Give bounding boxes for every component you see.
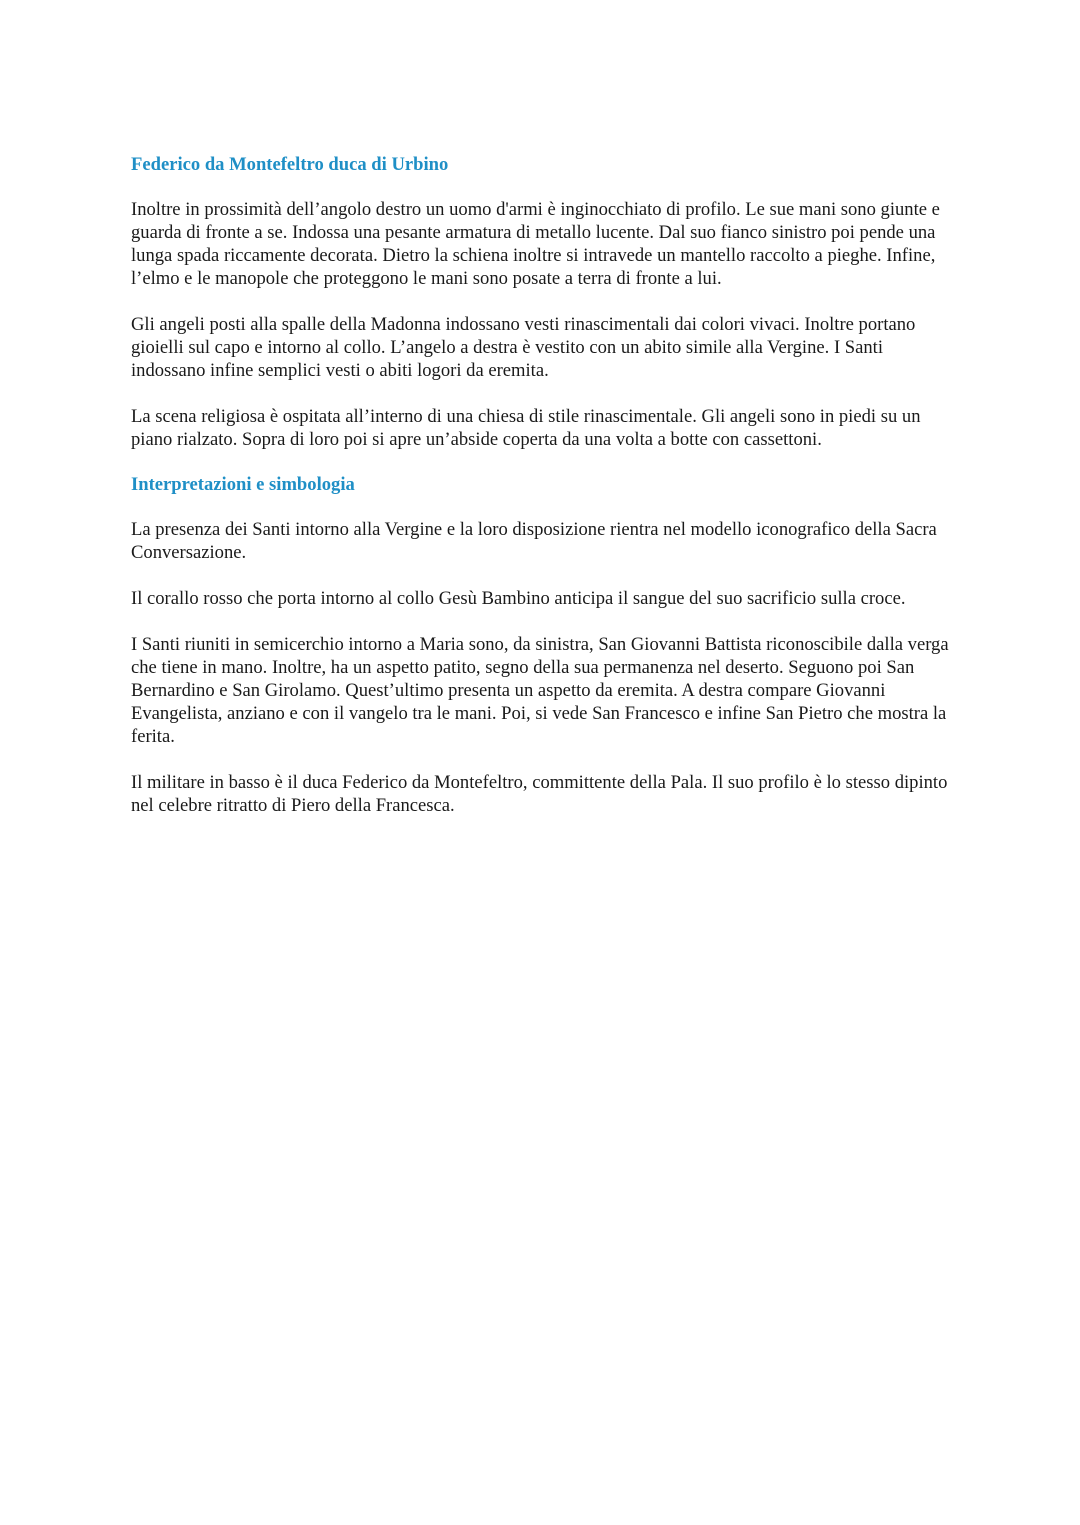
paragraph-angeli: Gli angeli posti alla spalle della Madonna indossano vesti rinascimentali dai colori vivaci. Inoltre portano gioielli sul capo e intorno al collo. L’angelo a destra è vestito con un abito simile alla Vergine. I Santi indossano infine semplici vesti o abiti logori da eremita. (131, 314, 916, 381)
paragraph-corallo-rosso: Il corallo rosso che porta intorno al collo Gesù Bambino anticipa il sangue del suo sacrificio sulla croce. (131, 588, 906, 609)
paragraph-uomo-d-armi: Inoltre in prossimità dell’angolo destro un uomo d'armi è inginocchiato di profilo. Le sue mani sono giunte e guarda di fronte a se. Indossa una pesante armatura di metallo lucente. Dal suo fianco sinistro poi pende una lunga spada riccamente decorata. Dietro la schiena inoltre si intravede un mantello raccolto a pieghe. Infine, l’elmo e le manopole che proteggono le mani sono posate a terra di fronte a lui. (131, 199, 940, 289)
section-heading-interpretazioni: Interpretazioni e simbologia (131, 474, 355, 495)
section-heading-federico: Federico da Montefeltro duca di Urbino (131, 154, 449, 175)
paragraph-militare: Il militare in basso è il duca Federico da Montefeltro, committente della Pala. Il suo profilo è lo stesso dipinto nel celebre ritratto di Piero della Francesca. (131, 772, 948, 816)
paragraph-santi-semicerchio: I Santi riuniti in semicerchio intorno a Maria sono, da sinistra, San Giovanni Battista riconoscibile dalla verga che tiene in mano. Inoltre, ha un aspetto patito, segno della sua permanenza nel deserto. Seguono poi San Bernardino e San Girolamo. Quest’ultimo presenta un aspetto da eremita. A destra compare Giovanni Evangelista, anziano e con il vangelo tra le mani. Poi, si vede San Francesco e infine San Pietro che mostra la ferita. (131, 634, 949, 747)
document-body (131, 153, 951, 817)
paragraph-scena-religiosa: La scena religiosa è ospitata all’interno di una chiesa di stile rinascimentale. Gli angeli sono in piedi su un piano rialzato. Sopra di loro poi si apre un’abside coperta da una volta a botte con cassettoni. (131, 406, 921, 450)
paragraph-sacra-conversazione: La presenza dei Santi intorno alla Vergine e la loro disposizione rientra nel modello iconografico della Sacra Conversazione. (131, 519, 937, 563)
